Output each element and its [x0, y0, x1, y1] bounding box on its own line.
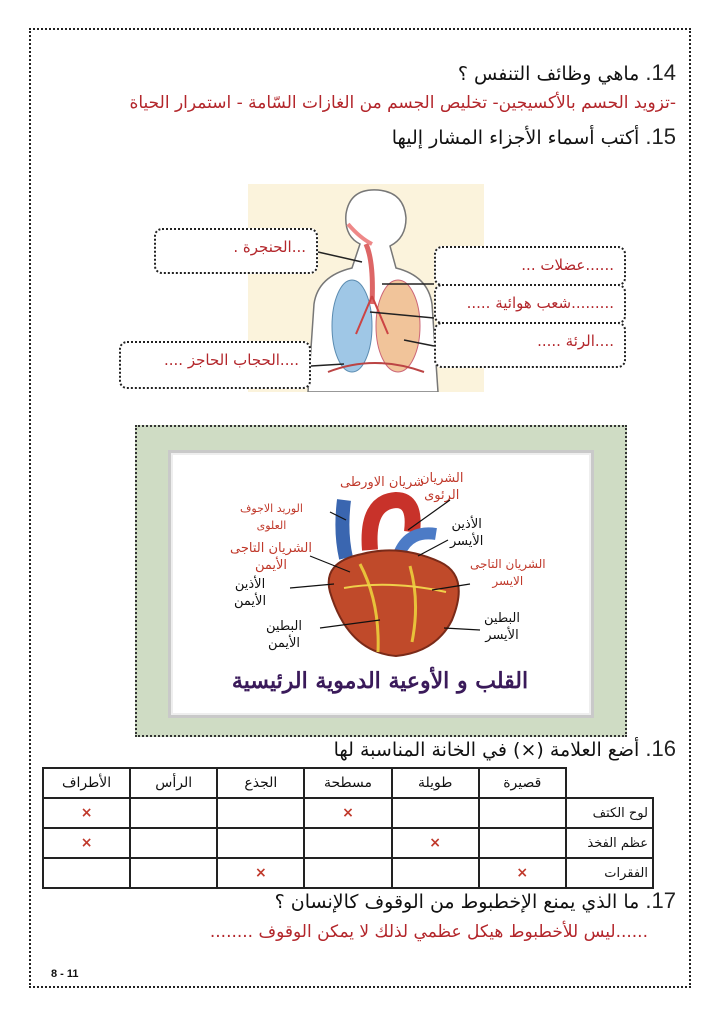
mark-cell[interactable] — [43, 858, 130, 888]
question-16 — [334, 736, 676, 762]
label-box-muscles: ......عضلات ... — [434, 246, 626, 286]
mark-cell[interactable]: × — [217, 858, 304, 888]
question-number: 14. — [645, 60, 676, 85]
mark-cell[interactable]: × — [479, 858, 566, 888]
label-box-lung: ....الرئة ..... — [434, 322, 626, 368]
heart-title: القلب و الأوعية الدموية الرئيسية — [231, 668, 529, 694]
column-header: مسطحة — [304, 768, 391, 798]
question-number: 16. — [645, 736, 676, 761]
table-header-row — [43, 768, 653, 798]
question-text: أكتب أسماء الأجزاء المشار إليها — [391, 127, 640, 149]
mark-cell[interactable] — [392, 798, 479, 828]
row-header: الفقرات — [566, 858, 653, 888]
label-pulmonary-artery: الشريان الرئوى — [420, 471, 464, 503]
label-left-atrium: الأذين الأيسر — [450, 517, 484, 549]
mark-cell[interactable] — [217, 798, 304, 828]
question-17 — [275, 888, 676, 914]
table-row — [43, 798, 653, 828]
label-left-ventricle: البطين الأيسر — [484, 611, 520, 643]
row-header: لوح الكتف — [566, 798, 653, 828]
question-text: ماهي وظائف التنفس ؟ — [457, 63, 640, 85]
mark-cell[interactable] — [479, 798, 566, 828]
page-number: 8 - 11 — [51, 968, 79, 980]
marking-table — [42, 767, 654, 889]
label-right-atrium: الأذين الأيمن — [234, 577, 267, 609]
mark-cell[interactable]: × — [43, 828, 130, 858]
question-number: 15. — [645, 124, 676, 149]
column-header: طويلة — [392, 768, 479, 798]
column-header: الأطراف — [43, 768, 130, 798]
label-aorta: شريان الاورطى — [340, 475, 425, 490]
mark-cell[interactable]: × — [304, 798, 391, 828]
column-header: الرأس — [130, 768, 217, 798]
question-text: ما الذي يمنع الإخطبوط من الوقوف كالإنسان ؟ — [274, 891, 640, 913]
table-row — [43, 828, 653, 858]
label-box-larynx: ...الحنجرة . — [154, 228, 318, 274]
question-number: 17. — [645, 888, 676, 913]
mark-cell[interactable] — [479, 828, 566, 858]
mark-cell[interactable] — [304, 828, 391, 858]
mark-cell[interactable] — [304, 858, 391, 888]
row-header: عظم الفخذ — [566, 828, 653, 858]
mark-cell[interactable] — [217, 828, 304, 858]
mark-cell[interactable] — [130, 798, 217, 828]
mark-cell[interactable]: × — [392, 828, 479, 858]
question-text: أضع العلامة (×) في الخانة المناسبة لها — [333, 739, 640, 761]
mark-cell[interactable] — [130, 858, 217, 888]
label-superior-vena-cava: الوريد الاجوف العلوى — [240, 502, 303, 532]
mark-cell[interactable]: × — [43, 798, 130, 828]
label-left-coronary-artery: الشريان التاجى الايسر — [470, 557, 546, 588]
table-row — [43, 858, 653, 888]
answer-17: ......ليس للأخطبوط هيكل عظمي لذلك لا يمكن الوقوف ........ — [209, 922, 648, 942]
mark-cell[interactable] — [130, 828, 217, 858]
label-box-diaphragm: ....الحجاب الحاجز .... — [119, 341, 311, 389]
mark-cell[interactable] — [392, 858, 479, 888]
label-right-coronary-artery: الشريان التاجى الأيمن — [230, 541, 312, 573]
column-header: قصيرة — [479, 768, 566, 798]
label-right-ventricle: البطين الأيمن — [266, 619, 302, 651]
label-box-bronchi: .........شعب هوائية ..... — [434, 284, 626, 324]
answer-14: -تزويد الحسم بالأكسيجين- تخليص الجسم من الغازات السّامة - استمرار الحياة — [129, 93, 676, 113]
column-header: الجذع — [217, 768, 304, 798]
